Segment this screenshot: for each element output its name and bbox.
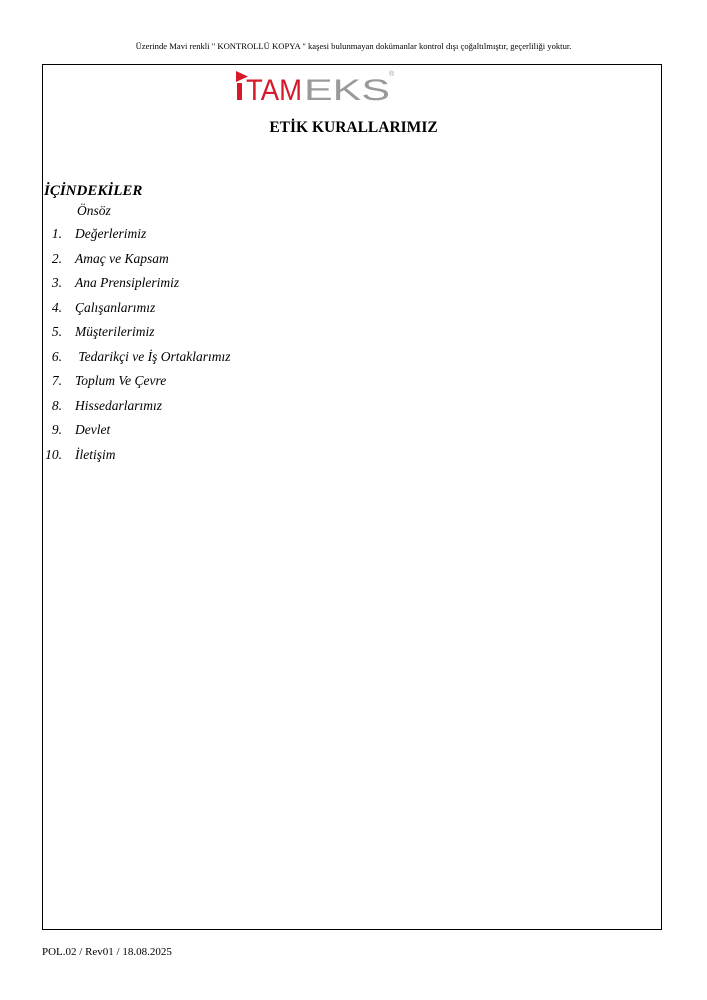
toc-item-label: Amaç ve Kapsam: [75, 250, 169, 266]
toc-preface: Önsöz: [77, 203, 111, 218]
logo-tam-text: TAM: [246, 74, 302, 103]
toc-item-label: Toplum Ve Çevre: [75, 373, 167, 388]
toc-item-label: Tedarikçi ve İş Ortaklarımız: [75, 348, 231, 364]
toc-item: [0, 422, 400, 447]
toc-item: [0, 398, 400, 423]
toc-item-number: 9.: [51, 422, 62, 437]
toc-item-label: Devlet: [75, 422, 111, 437]
toc-item: [0, 275, 400, 300]
toc-item-label: Hissedarlarımız: [75, 397, 163, 413]
logo-i-stem: [237, 83, 242, 100]
toc-item-label: Müşterilerimiz: [75, 324, 155, 339]
toc-item-number: 6.: [51, 348, 62, 364]
document-revision-footer: POL.02 / Rev01 / 18.08.2025: [42, 946, 172, 958]
logo-eks-text: EKS: [304, 74, 390, 103]
toc-item: [0, 300, 400, 325]
itameks-logo: [234, 67, 404, 103]
document-title: ETİK KURALLARIMIZ: [269, 119, 438, 136]
toc-item-number: 3.: [51, 275, 62, 290]
toc-item: [0, 226, 400, 251]
toc-item-label: İletişim: [75, 446, 116, 462]
toc-item: [0, 447, 400, 472]
toc-item-number: 4.: [51, 299, 62, 315]
toc-item-number: 2.: [51, 250, 62, 266]
toc-item-number: 8.: [51, 397, 62, 413]
toc-item: [0, 251, 400, 276]
toc-item-label: Ana Prensiplerimiz: [75, 275, 180, 290]
toc-heading: İÇİNDEKİLER: [44, 183, 143, 199]
toc-item-number: 10.: [45, 446, 62, 462]
uncontrolled-copy-notice: Üzerinde Mavi renkli " KONTROLLÜ KOPYA " kaşesi bulunmayan dokümanlar kontrol dışı çoğaltılmıştır, geçerliliği yoktur.: [135, 41, 572, 51]
toc-item-label: Çalışanlarımız: [75, 299, 156, 315]
toc-list: [0, 226, 400, 471]
toc-item-label: Değerlerimiz: [75, 226, 147, 241]
toc-item-number: 5.: [51, 324, 62, 339]
toc-item: [0, 373, 400, 398]
toc-item: [0, 349, 400, 374]
toc-item-number: 7.: [51, 373, 62, 388]
toc-item: [0, 324, 400, 349]
toc-item-number: 1.: [51, 226, 62, 241]
logo-registered-mark: ®: [389, 71, 395, 78]
